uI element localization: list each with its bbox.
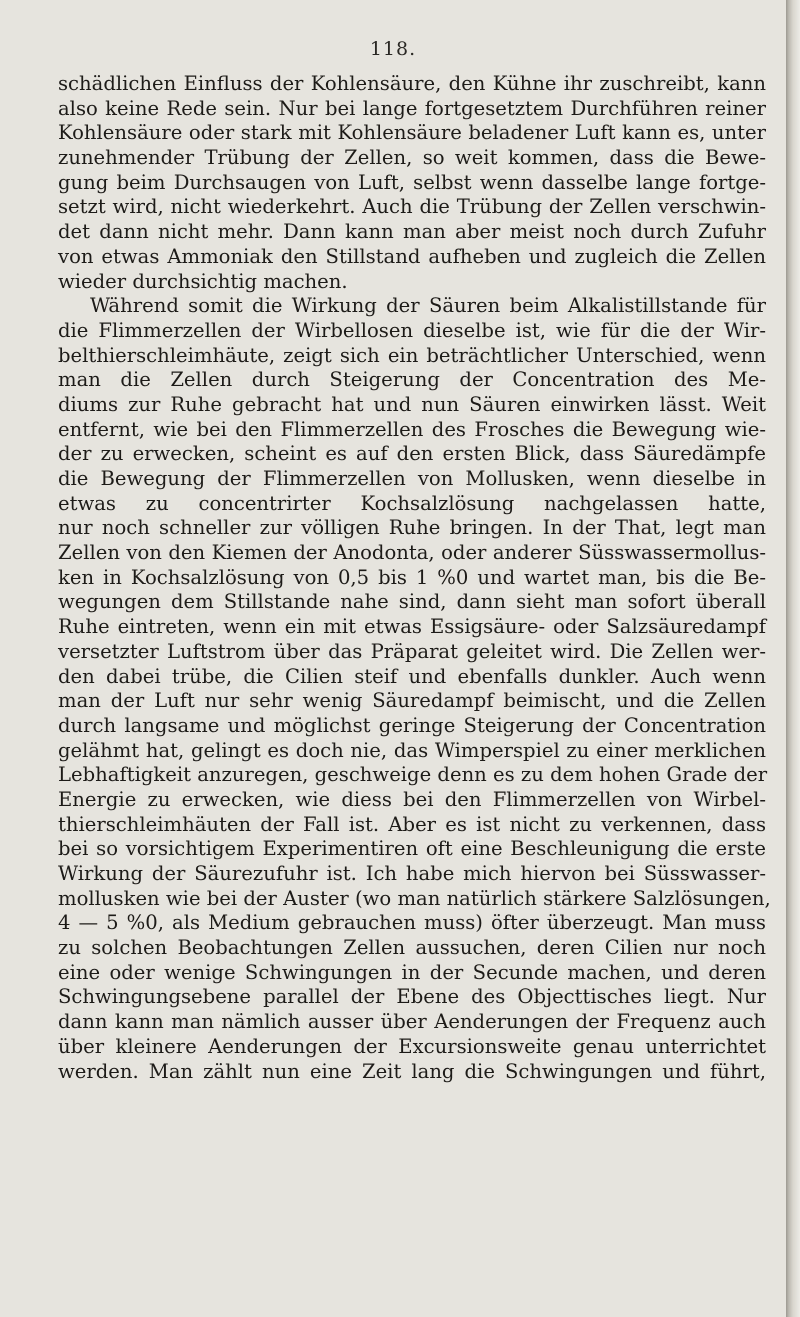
text-line: durch langsame und möglichst geringe Steigerung der Concentration xyxy=(58,713,766,737)
text-line: den dabei trübe, die Cilien steif und ebenfalls dunkler. Auch wenn xyxy=(58,664,766,688)
page-edge-shadow xyxy=(786,0,800,1317)
text-line: thierschleimhäuten der Fall ist. Aber es ist nicht zu verkennen, dass xyxy=(58,812,766,836)
text-line: ken in Kochsalzlösung von 0,5 bis 1 %0 und wartet man, bis die Be- xyxy=(58,565,766,589)
text-line: Schwingungsebene parallel der Ebene des Objecttisches liegt. Nur xyxy=(58,985,766,1009)
text-line: gelähmt hat, gelingt es doch nie, das Wimperspiel zu einer merklichen xyxy=(58,738,766,762)
text-line: zu solchen Beobachtungen Zellen aussuchen, deren Cilien nur noch xyxy=(58,936,766,960)
text-line: diums zur Ruhe gebracht hat und nun Säuren einwirken lässt. Weit xyxy=(58,392,766,416)
text-line: belthierschleimhäute, zeigt sich ein beträchtlicher Unterschied, wenn xyxy=(58,343,766,367)
text-line: gung beim Durchsaugen von Luft, selbst wenn dasselbe lange fortge- xyxy=(58,170,766,194)
text-line: man die Zellen durch Steigerung der Concentration des Me- xyxy=(58,368,766,392)
text-line: die Bewegung der Flimmerzellen von Mollusken, wenn dieselbe in xyxy=(58,467,766,490)
text-line: etwas zu concentrirter Kochsalzlösung nachgelassen hatte, xyxy=(58,491,766,515)
page-number: 118. xyxy=(369,38,417,60)
text-line: nur noch schneller zur völligen Ruhe bringen. In der That, legt man xyxy=(58,516,766,540)
paragraph-end-line: wieder durchsichtig machen. xyxy=(58,269,348,293)
text-line: von etwas Ammoniak den Stillstand aufheben und zugleich die Zellen xyxy=(58,244,766,268)
text-line: 4 — 5 %0, als Medium gebrauchen muss) öfter überzeugt. Man muss xyxy=(58,911,766,935)
text-line: versetzter Luftstrom über das Präparat geleitet wird. Die Zellen wer- xyxy=(58,639,766,663)
text-line: Energie zu erwecken, wie diess bei den Flimmerzellen von Wirbel- xyxy=(58,787,766,811)
text-line: schädlichen Einfluss der Kohlensäure, den Kühne ihr zuschreibt, kann xyxy=(58,72,766,95)
text-line: bei so vorsichtigem Experimentiren oft eine Beschleunigung die erste xyxy=(58,837,766,861)
paragraph-start-line: Während somit die Wirkung der Säuren beim Alkalistillstande für xyxy=(90,294,766,318)
text-line: det dann nicht mehr. Dann kann man aber meist noch durch Zufuhr xyxy=(58,220,766,244)
text-line: also keine Rede sein. Nur bei lange fortgesetztem Durchführen reiner xyxy=(58,96,766,120)
text-line: man der Luft nur sehr wenig Säuredampf beimischt, und die Zellen xyxy=(58,689,766,713)
text-line: wegungen dem Stillstande nahe sind, dann sieht man sofort überall xyxy=(58,590,766,614)
text-line: die Flimmerzellen der Wirbellosen dieselbe ist, wie für die der Wir- xyxy=(58,318,766,342)
text-line: Ruhe eintreten, wenn ein mit etwas Essigsäure- oder Salzsäuredampf xyxy=(58,615,766,639)
text-line: werden. Man zählt nun eine Zeit lang die Schwingungen und führt, xyxy=(58,1059,766,1083)
text-line: eine oder wenige Schwingungen in der Secunde machen, und deren xyxy=(58,960,766,984)
text-line: setzt wird, nicht wiederkehrt. Auch die Trübung der Zellen verschwin- xyxy=(58,195,766,219)
text-line: mollusken wie bei der Auster (wo man natürlich stärkere Salzlösungen, xyxy=(58,886,771,910)
body-text xyxy=(58,72,771,1084)
text-line: Wirkung der Säurezufuhr ist. Ich habe mich hiervon bei Süsswasser- xyxy=(58,862,766,885)
text-line: der zu erwecken, scheint es auf den ersten Blick, dass Säuredämpfe xyxy=(58,442,766,466)
text-line: zunehmender Trübung der Zellen, so weit kommen, dass die Bewe- xyxy=(58,146,766,170)
text-line: Lebhaftigkeit anzuregen, geschweige denn es zu dem hohen Grade der xyxy=(58,763,768,787)
text-line: dann kann man nämlich ausser über Aenderungen der Frequenz auch xyxy=(58,1010,766,1034)
text-line: entfernt, wie bei den Flimmerzellen des Frosches die Bewegung wie- xyxy=(58,417,766,441)
text-line: Zellen von den Kiemen der Anodonta, oder anderer Süsswassermollus- xyxy=(58,541,766,565)
text-line: Kohlensäure oder stark mit Kohlensäure beladener Luft kann es, unter xyxy=(58,121,766,145)
text-line: über kleinere Aenderungen der Excursionsweite genau unterrichtet xyxy=(58,1034,766,1058)
